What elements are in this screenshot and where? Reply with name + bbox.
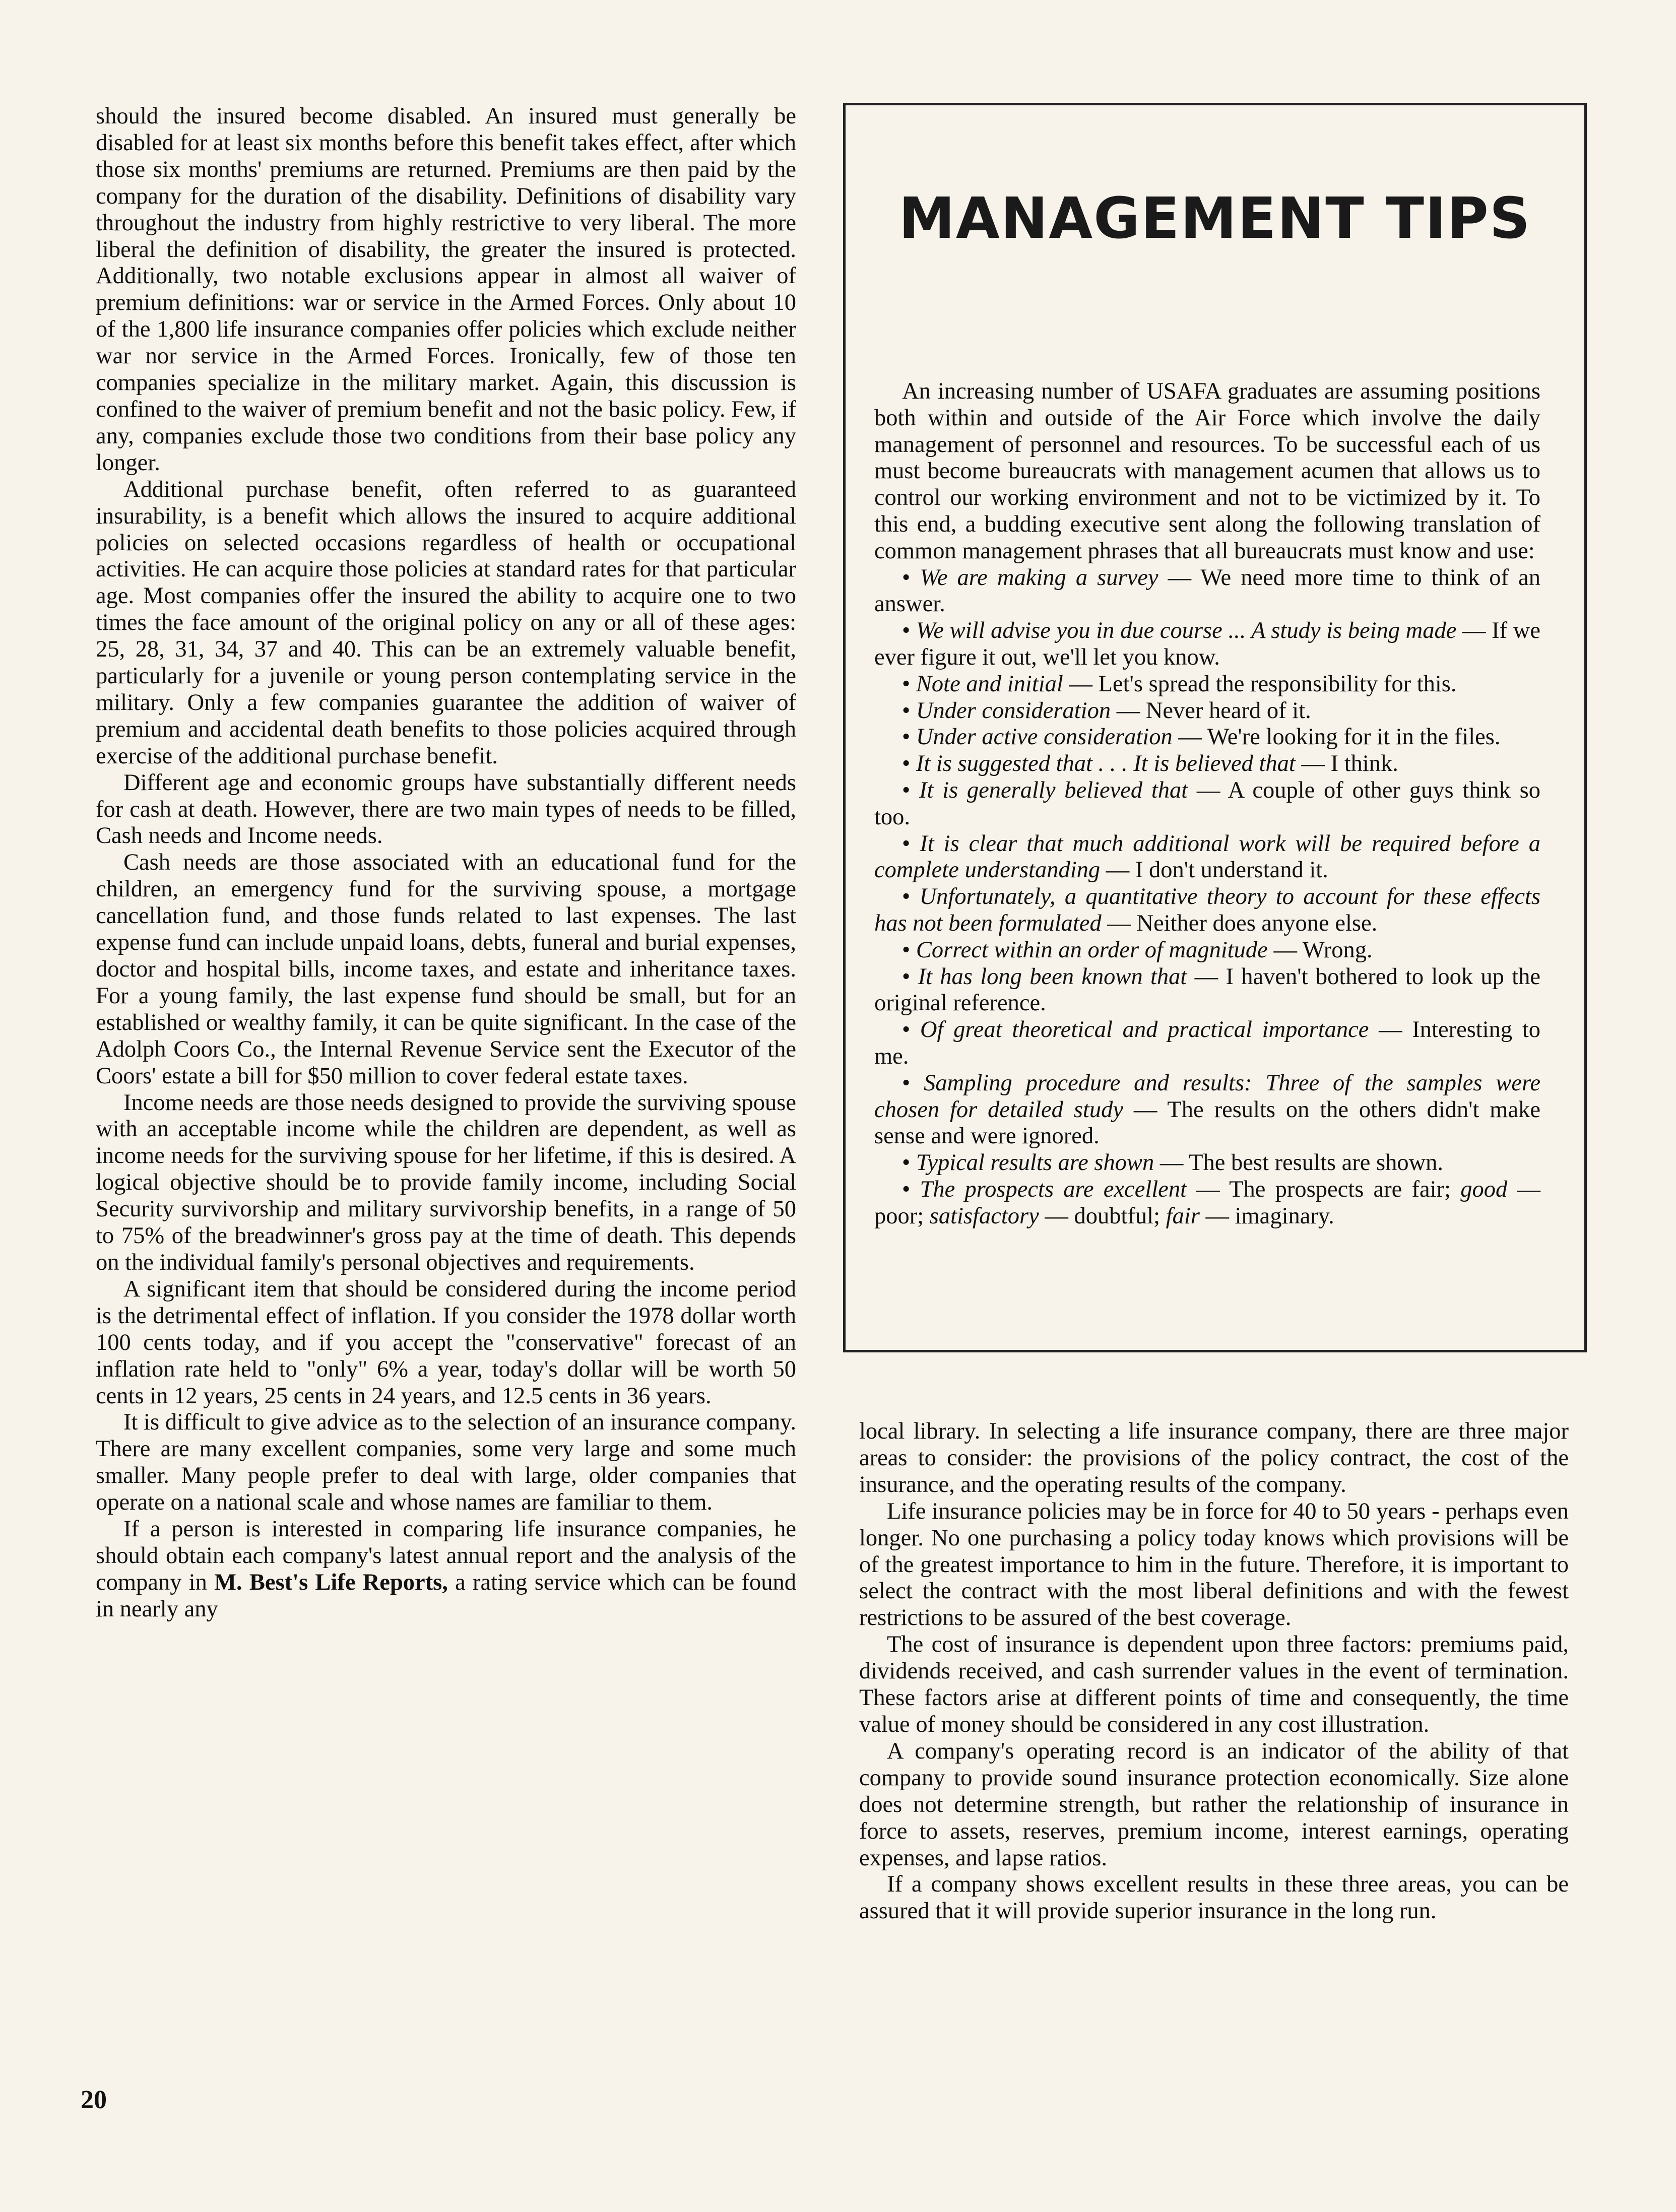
paragraph: Different age and economic groups have substantially different needs for cash at death. However, there are two main types of needs to be filled, Cash needs and Income needs. bbox=[96, 769, 796, 849]
tip-meaning: — doubtful; bbox=[1039, 1203, 1166, 1229]
right-column bbox=[859, 1418, 1569, 1925]
tip-phrase: We will advise you in due course ... A study is being made bbox=[916, 618, 1457, 644]
paragraph-text: If a person is interested in comparing life insurance companies, he should obtain each company's latest annual report and the analysis of the company in bbox=[96, 1516, 796, 1595]
tip-item bbox=[874, 964, 1540, 1017]
paragraph: Cash needs are those associated with an educational fund for the children, an emergency fund for the surviving spouse, a mortgage cancellation fund, and those funds related to last expenses. The last expense fund can include unpaid loans, debts, funeral and burial expenses, doctor and hospital bills, income taxes, and estate and inheritance taxes. For a young family, the last expense fund should be small, but for an established or wealthy family, it can be quite significant. In the case of the Adolph Coors Co., the Internal Revenue Service sent the Executor of the Coors' estate a bill for $50 million to cover federal estate taxes. bbox=[96, 850, 796, 1089]
page-number: 20 bbox=[81, 2086, 107, 2114]
tip-item bbox=[874, 884, 1540, 937]
tip-phrase: Typical results are shown bbox=[916, 1150, 1154, 1176]
paragraph: It is difficult to give advice as to the selection of an insurance company. There are many excellent companies, some very large and some much smaller. Many people prefer to deal with large, older companies that operate on a national scale and whose names are familiar to them. bbox=[96, 1409, 796, 1516]
tip-item bbox=[874, 671, 1540, 698]
paragraph: A significant item that should be considered during the income period is the detrimental effect of inflation. If you consider the 1978 dollar worth 100 cents today, and if you accept the "conservative" forecast of an inflation rate held to "only" 6% a year, today's dollar will be worth 50 cents in 12 years, 25 cents in 24 years, and 12.5 cents in 36 years. bbox=[96, 1276, 796, 1409]
left-column bbox=[96, 103, 796, 1623]
tip-phrase: Under active consideration bbox=[916, 724, 1173, 750]
tip-phrase: satisfactory bbox=[929, 1203, 1039, 1229]
paragraph: should the insured become disabled. An insured must generally be disabled for at least six months before this benefit takes effect, after which those six months' premiums are returned. Premiums are then paid by the company for the duration of the disability. Definitions of disability vary throughout the industry from highly restrictive to very liberal. The more liberal the definition of disability, the greater the insured is protected. Additionally, two notable exclusions appear in almost all waiver of premium definitions: war or service in the Armed Forces. Only about 10 of the 1,800 life insurance companies offer policies which exclude neither war nor service in the Armed Forces. Ironically, few of those ten companies specialize in the military market. Again, this discussion is confined to the waiver of premium benefit and not the basic policy. Few, if any, companies exclude those two conditions from their base policy any longer. bbox=[96, 103, 796, 476]
tip-item bbox=[874, 1150, 1540, 1177]
tip-item bbox=[874, 1017, 1540, 1070]
tip-phrase: Correct within an order of magnitude bbox=[916, 937, 1268, 963]
management-tips-body bbox=[874, 378, 1540, 1230]
tip-item bbox=[874, 777, 1540, 831]
tip-item bbox=[874, 831, 1540, 884]
tip-meaning: — I haven't bothered to look up the original reference. bbox=[874, 963, 1540, 1016]
paragraph: Additional purchase benefit, often referred to as guaranteed insurability, is a benefit which allows the insured to acquire additional policies on selected occasions regardless of health or occupational activities. He can acquire those policies at standard rates for that particular age. Most companies offer the insured the ability to acquire one to two times the face amount of the original policy on any or all of these ages: 25, 28, 31, 34, 37 and 40. This can be an extremely valuable benefit, particularly for a juvenile or young person contemplating service in the military. Only a few companies guarantee the addition of waiver of premium and accidental death benefits to those policies acquired through exercise of the additional purchase benefit. bbox=[96, 476, 796, 769]
tip-item bbox=[874, 937, 1540, 964]
tip-phrase: The prospects are excellent bbox=[920, 1176, 1187, 1202]
tip-phrase: Under consideration bbox=[916, 697, 1111, 724]
paragraph: Life insurance policies may be in force for 40 to 50 years - perhaps even longer. No one purchasing a policy today knows which provisions will be of the greatest importance to him in the future. Therefore, it is important to select the contract with the most liberal definitions and with the fewest restrictions to be assured of the best coverage. bbox=[859, 1498, 1569, 1631]
tip-meaning: — imaginary. bbox=[1199, 1203, 1334, 1229]
paragraph-text: a rating service which can be found in nearly any bbox=[96, 1569, 797, 1622]
tips-intro: An increasing number of USAFA graduates are assuming positions both within and outside of the Air Force which involve the daily management of personnel and resources. To be successful each of us must become bureaucrats with management acumen that allows us to control our working environment and not to be victimized by it. To this end, a budding executive sent along the following translation of common management phrases that all bureaucrats must know and use: bbox=[874, 378, 1540, 564]
tip-item bbox=[874, 1177, 1540, 1230]
tip-meaning: — poor; bbox=[874, 1176, 1541, 1229]
tip-phrase: It is clear that much additional work will be required before a complete understanding bbox=[874, 830, 1541, 883]
tip-meaning: — We need more time to think of an answer. bbox=[874, 564, 1540, 617]
tip-meaning: — Let's spread the responsibility for this. bbox=[1063, 671, 1457, 697]
tip-item bbox=[874, 751, 1540, 777]
management-tips-box bbox=[843, 103, 1587, 1352]
tip-phrase: Sampling procedure and results: Three of the samples were chosen for detailed study bbox=[874, 1070, 1541, 1123]
management-tips-title: MANAGEMENT TIPS bbox=[898, 186, 1531, 251]
tip-meaning: — The results on the others didn't make sense and were ignored. bbox=[874, 1096, 1540, 1149]
paragraph: A company's operating record is an indicator of the ability of that company to provide sound insurance protection economically. Size alone does not determine strength, but rather the relationship of insurance in force to assets, reserves, premium income, interest earnings, operating expenses, and lapse ratios. bbox=[859, 1738, 1569, 1871]
tip-phrase: fair bbox=[1166, 1203, 1200, 1229]
tip-meaning: — Interesting to me. bbox=[874, 1017, 1540, 1069]
tip-meaning: — A couple of other guys think so too. bbox=[874, 777, 1540, 830]
tip-phrase: Note and initial bbox=[916, 671, 1063, 697]
tip-meaning: — I think. bbox=[1295, 751, 1398, 777]
paragraph bbox=[96, 1516, 796, 1623]
tip-meaning: — Never heard of it. bbox=[1111, 697, 1311, 724]
paragraph: local library. In selecting a life insurance company, there are three major areas to consider: the provisions of the policy contract, the cost of the insurance, and the operating results of the company. bbox=[859, 1418, 1569, 1498]
paragraph: The cost of insurance is dependent upon three factors: premiums paid, dividends received, and cash surrender values in the event of termination. These factors arise at different points of time and consequently, the time value of money should be considered in any cost illustration. bbox=[859, 1632, 1569, 1737]
tip-item bbox=[874, 565, 1540, 618]
tip-meaning: — Wrong. bbox=[1267, 937, 1373, 963]
tip-phrase: It has long been known that bbox=[918, 963, 1187, 990]
tip-meaning: — The best results are shown. bbox=[1154, 1150, 1444, 1176]
tip-phrase: Unfortunately, a quantitative theory to account for these effects has not been formulated bbox=[874, 884, 1540, 936]
paragraph: Income needs are those needs designed to provide the surviving spouse with an acceptable income while the children are dependent, as well as income needs for the surviving spouse for her lifetime, if this is desired. A logical objective should be to provide family income, including Social Security survivorship and military survivorship benefits, in a range of 50 to 75% of the breadwinner's gross pay at the time of death. This depends on the individual family's personal objectives and requirements. bbox=[96, 1089, 796, 1275]
tip-item bbox=[874, 698, 1540, 725]
tip-phrase: We are making a survey bbox=[920, 564, 1158, 591]
tip-meaning: — If we ever figure it out, we'll let you know. bbox=[874, 618, 1540, 670]
tip-meaning: — Neither does anyone else. bbox=[1101, 910, 1378, 936]
tip-meaning: — I don't understand it. bbox=[1100, 857, 1328, 883]
tip-meaning: — We're looking for it in the files. bbox=[1172, 724, 1501, 750]
tip-meaning: — The prospects are fair; bbox=[1187, 1176, 1461, 1202]
tip-phrase: It is suggested that . . . It is believed that bbox=[916, 751, 1296, 777]
tip-item bbox=[874, 618, 1540, 671]
tip-phrase: It is generally believed that bbox=[919, 777, 1188, 803]
tip-item bbox=[874, 1070, 1540, 1150]
tip-item bbox=[874, 724, 1540, 751]
tip-phrase: Of great theoretical and practical importance bbox=[920, 1017, 1369, 1043]
tip-phrase: good bbox=[1460, 1176, 1508, 1202]
paragraph: If a company shows excellent results in these three areas, you can be assured that it will provide superior insurance in the long run. bbox=[859, 1871, 1569, 1924]
publication-title: M. Best's Life Reports, bbox=[214, 1569, 448, 1595]
